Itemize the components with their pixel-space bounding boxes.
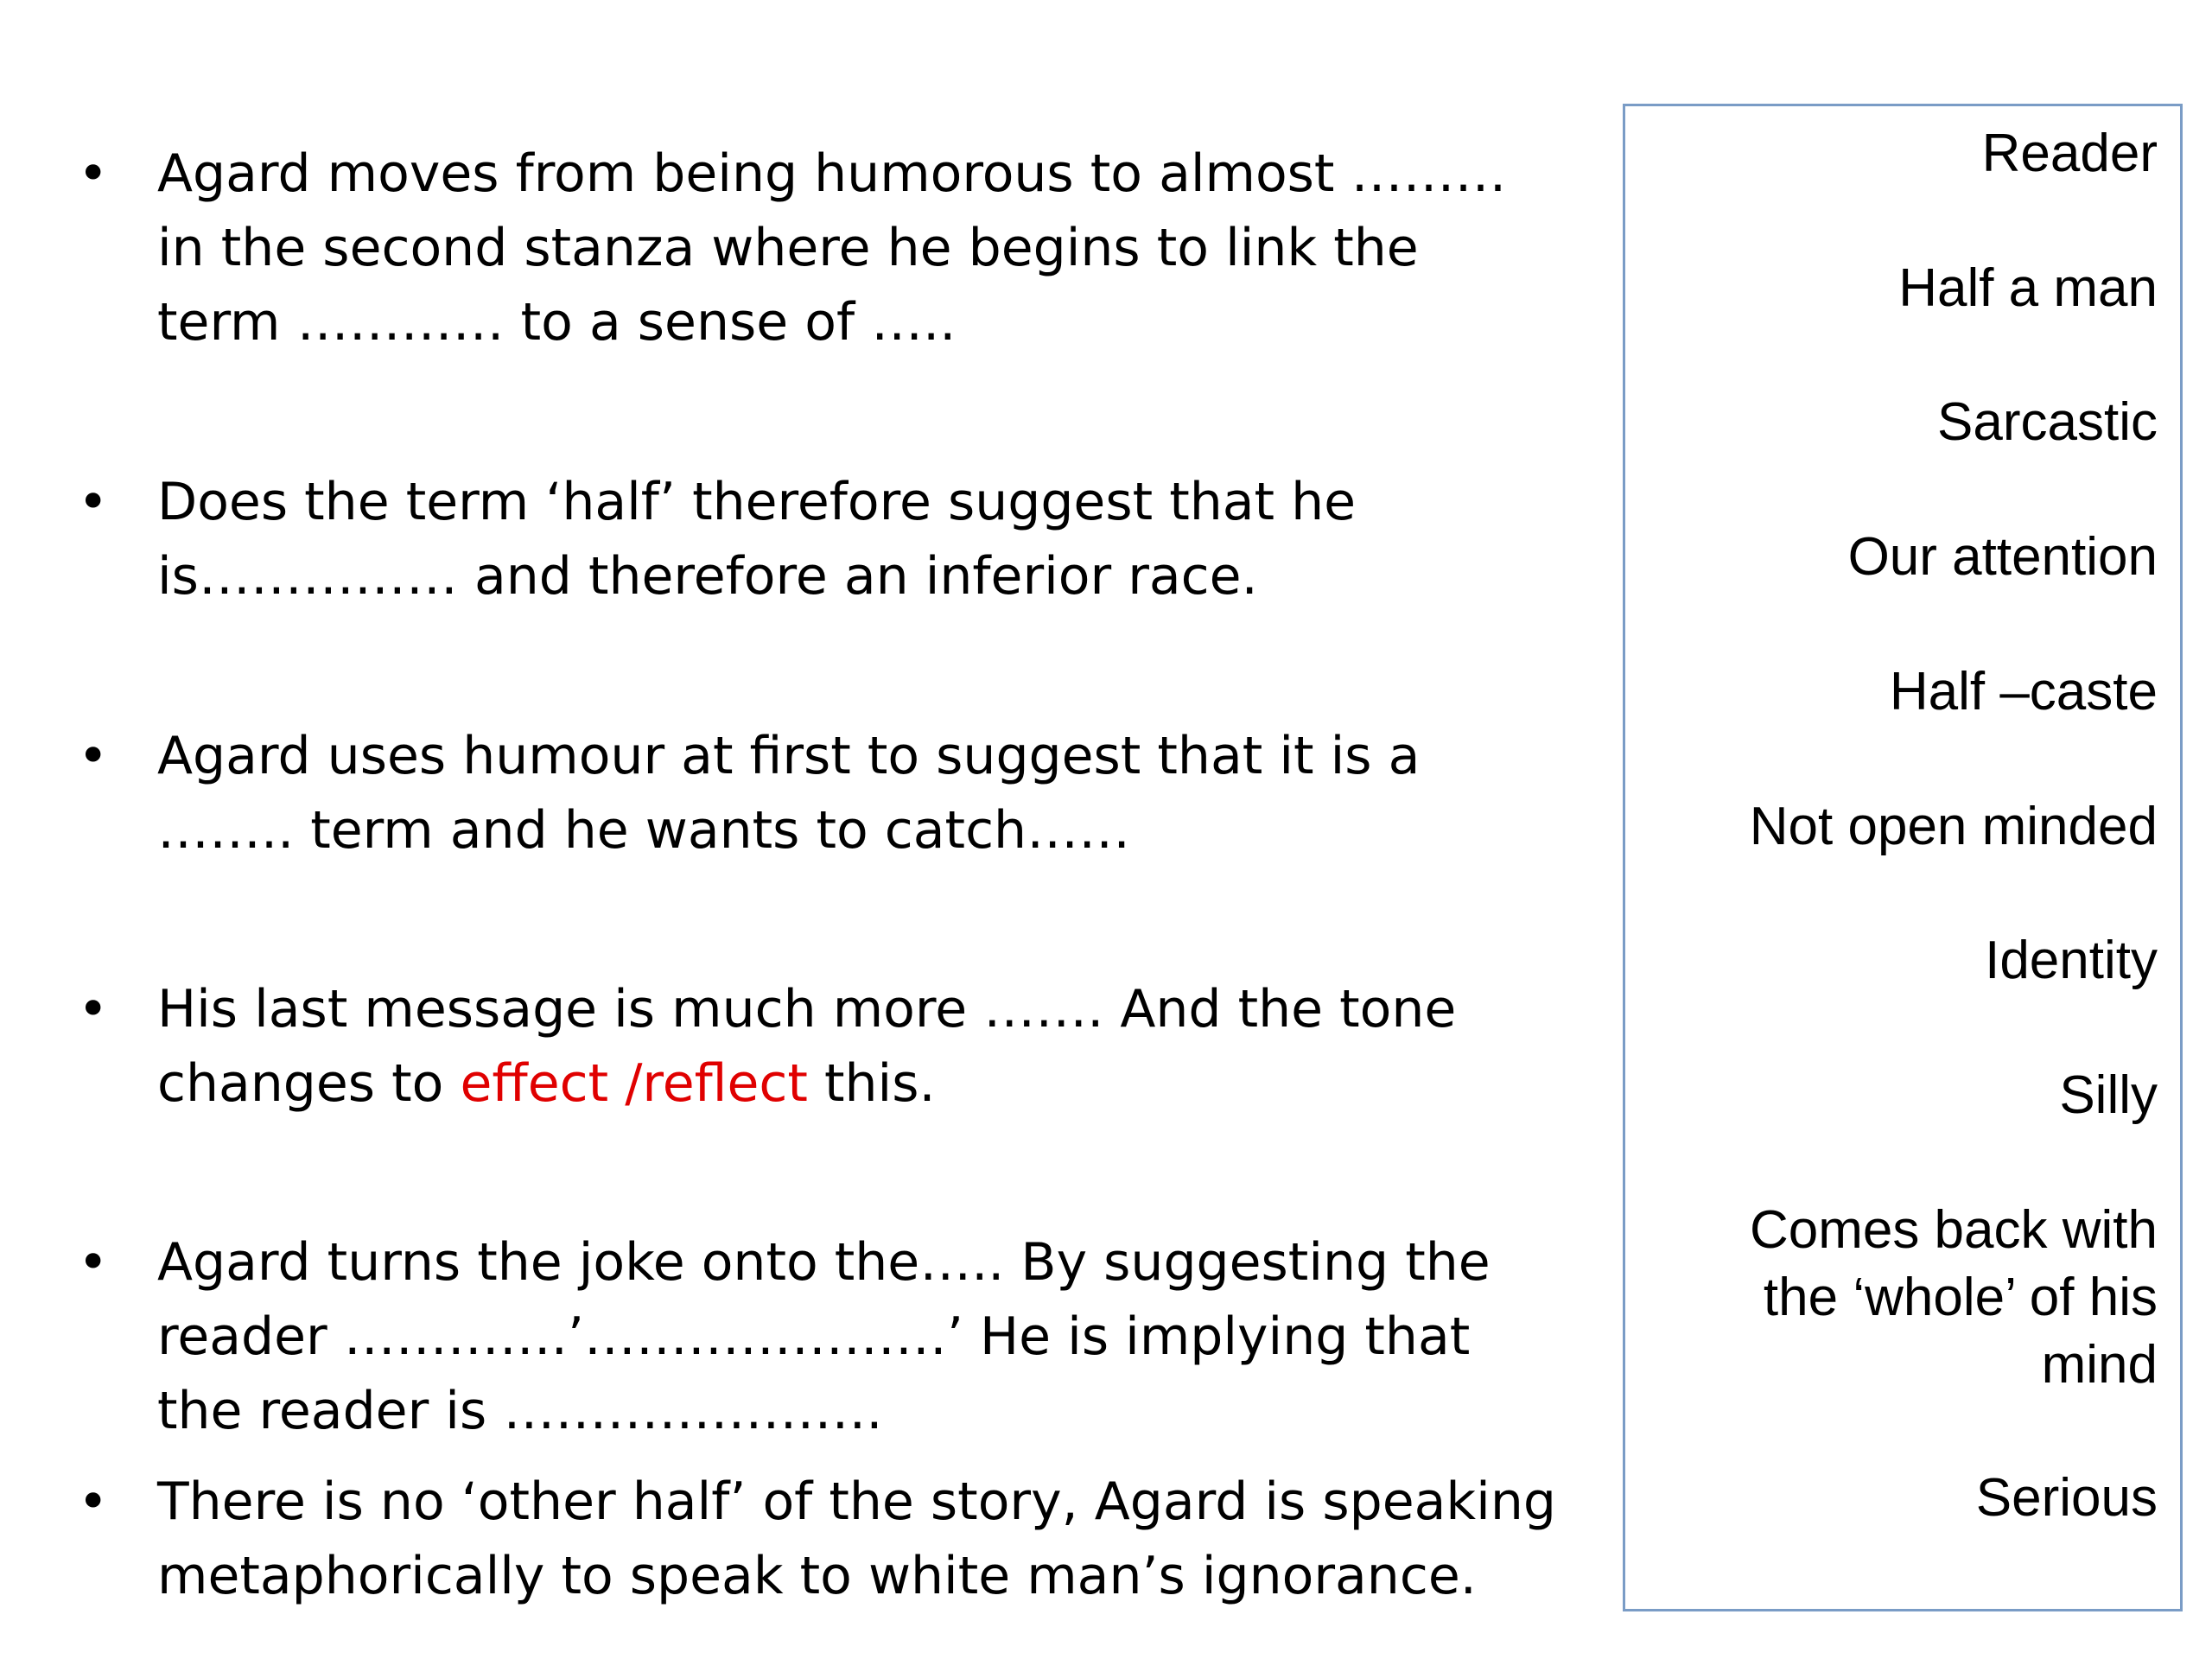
- word-bank-item: Sarcastic: [1937, 392, 2158, 452]
- bullet-marker: •: [78, 472, 109, 532]
- bullet-text-5-content: Agard turns the joke onto the….. By suggesting the reader ………….’…………………’ He is implying that the reader is ………………….: [157, 1232, 1491, 1441]
- word-bank-item: Reader: [1981, 124, 2158, 183]
- bullet-text-1: [157, 137, 1557, 359]
- bullet-marker: •: [78, 1471, 109, 1532]
- bullet-marker: •: [78, 143, 109, 204]
- word-bank-item: Our attention: [1847, 527, 2158, 587]
- bullet-marker: •: [78, 726, 109, 786]
- bullet-marker: •: [78, 979, 109, 1039]
- bullet-text-6: [157, 1465, 1557, 1613]
- bullet-text-4: [157, 972, 1557, 1121]
- bullet-text-2-content: Does the term ‘half’ therefore suggest that he is…………… and therefore an inferior race.: [157, 472, 1357, 607]
- highlighted-text: effect /reflect: [460, 1053, 808, 1114]
- bullet-text-4-part-a: His last message is much more ……. And the tone changes to: [157, 979, 1457, 1114]
- bullet-text-6-content: There is no ‘other half’ of the story, Agard is speaking metaphorically to speak to white man’s ignorance.: [157, 1471, 1556, 1606]
- word-bank-item: Comes back with the ‘whole’ of his mind: [1749, 1200, 2158, 1395]
- bullet-marker: •: [78, 1232, 109, 1293]
- bullet-text-2: [157, 465, 1557, 613]
- word-bank-item: Half a man: [1898, 258, 2158, 318]
- word-bank-item: Half –caste: [1889, 662, 2158, 721]
- bullet-text-1-content: Agard moves from being humorous to almost ……… in the second stanza where he begins to link the term ………… to a sense of …..: [157, 143, 1507, 353]
- bullet-text-5: [157, 1225, 1557, 1448]
- bullet-text-4-part-b: this.: [807, 1053, 936, 1114]
- word-bank-item: Silly: [2059, 1065, 2158, 1125]
- word-bank-item: Not open minded: [1749, 797, 2158, 856]
- word-bank-item: Serious: [1975, 1468, 2158, 1528]
- word-bank-box: [1623, 104, 2183, 1611]
- bullet-text-3: [157, 719, 1557, 868]
- bullet-text-3-content: Agard uses humour at first to suggest that it is a …….. term and he wants to catch……: [157, 726, 1421, 861]
- word-bank-item: Identity: [1985, 931, 2158, 990]
